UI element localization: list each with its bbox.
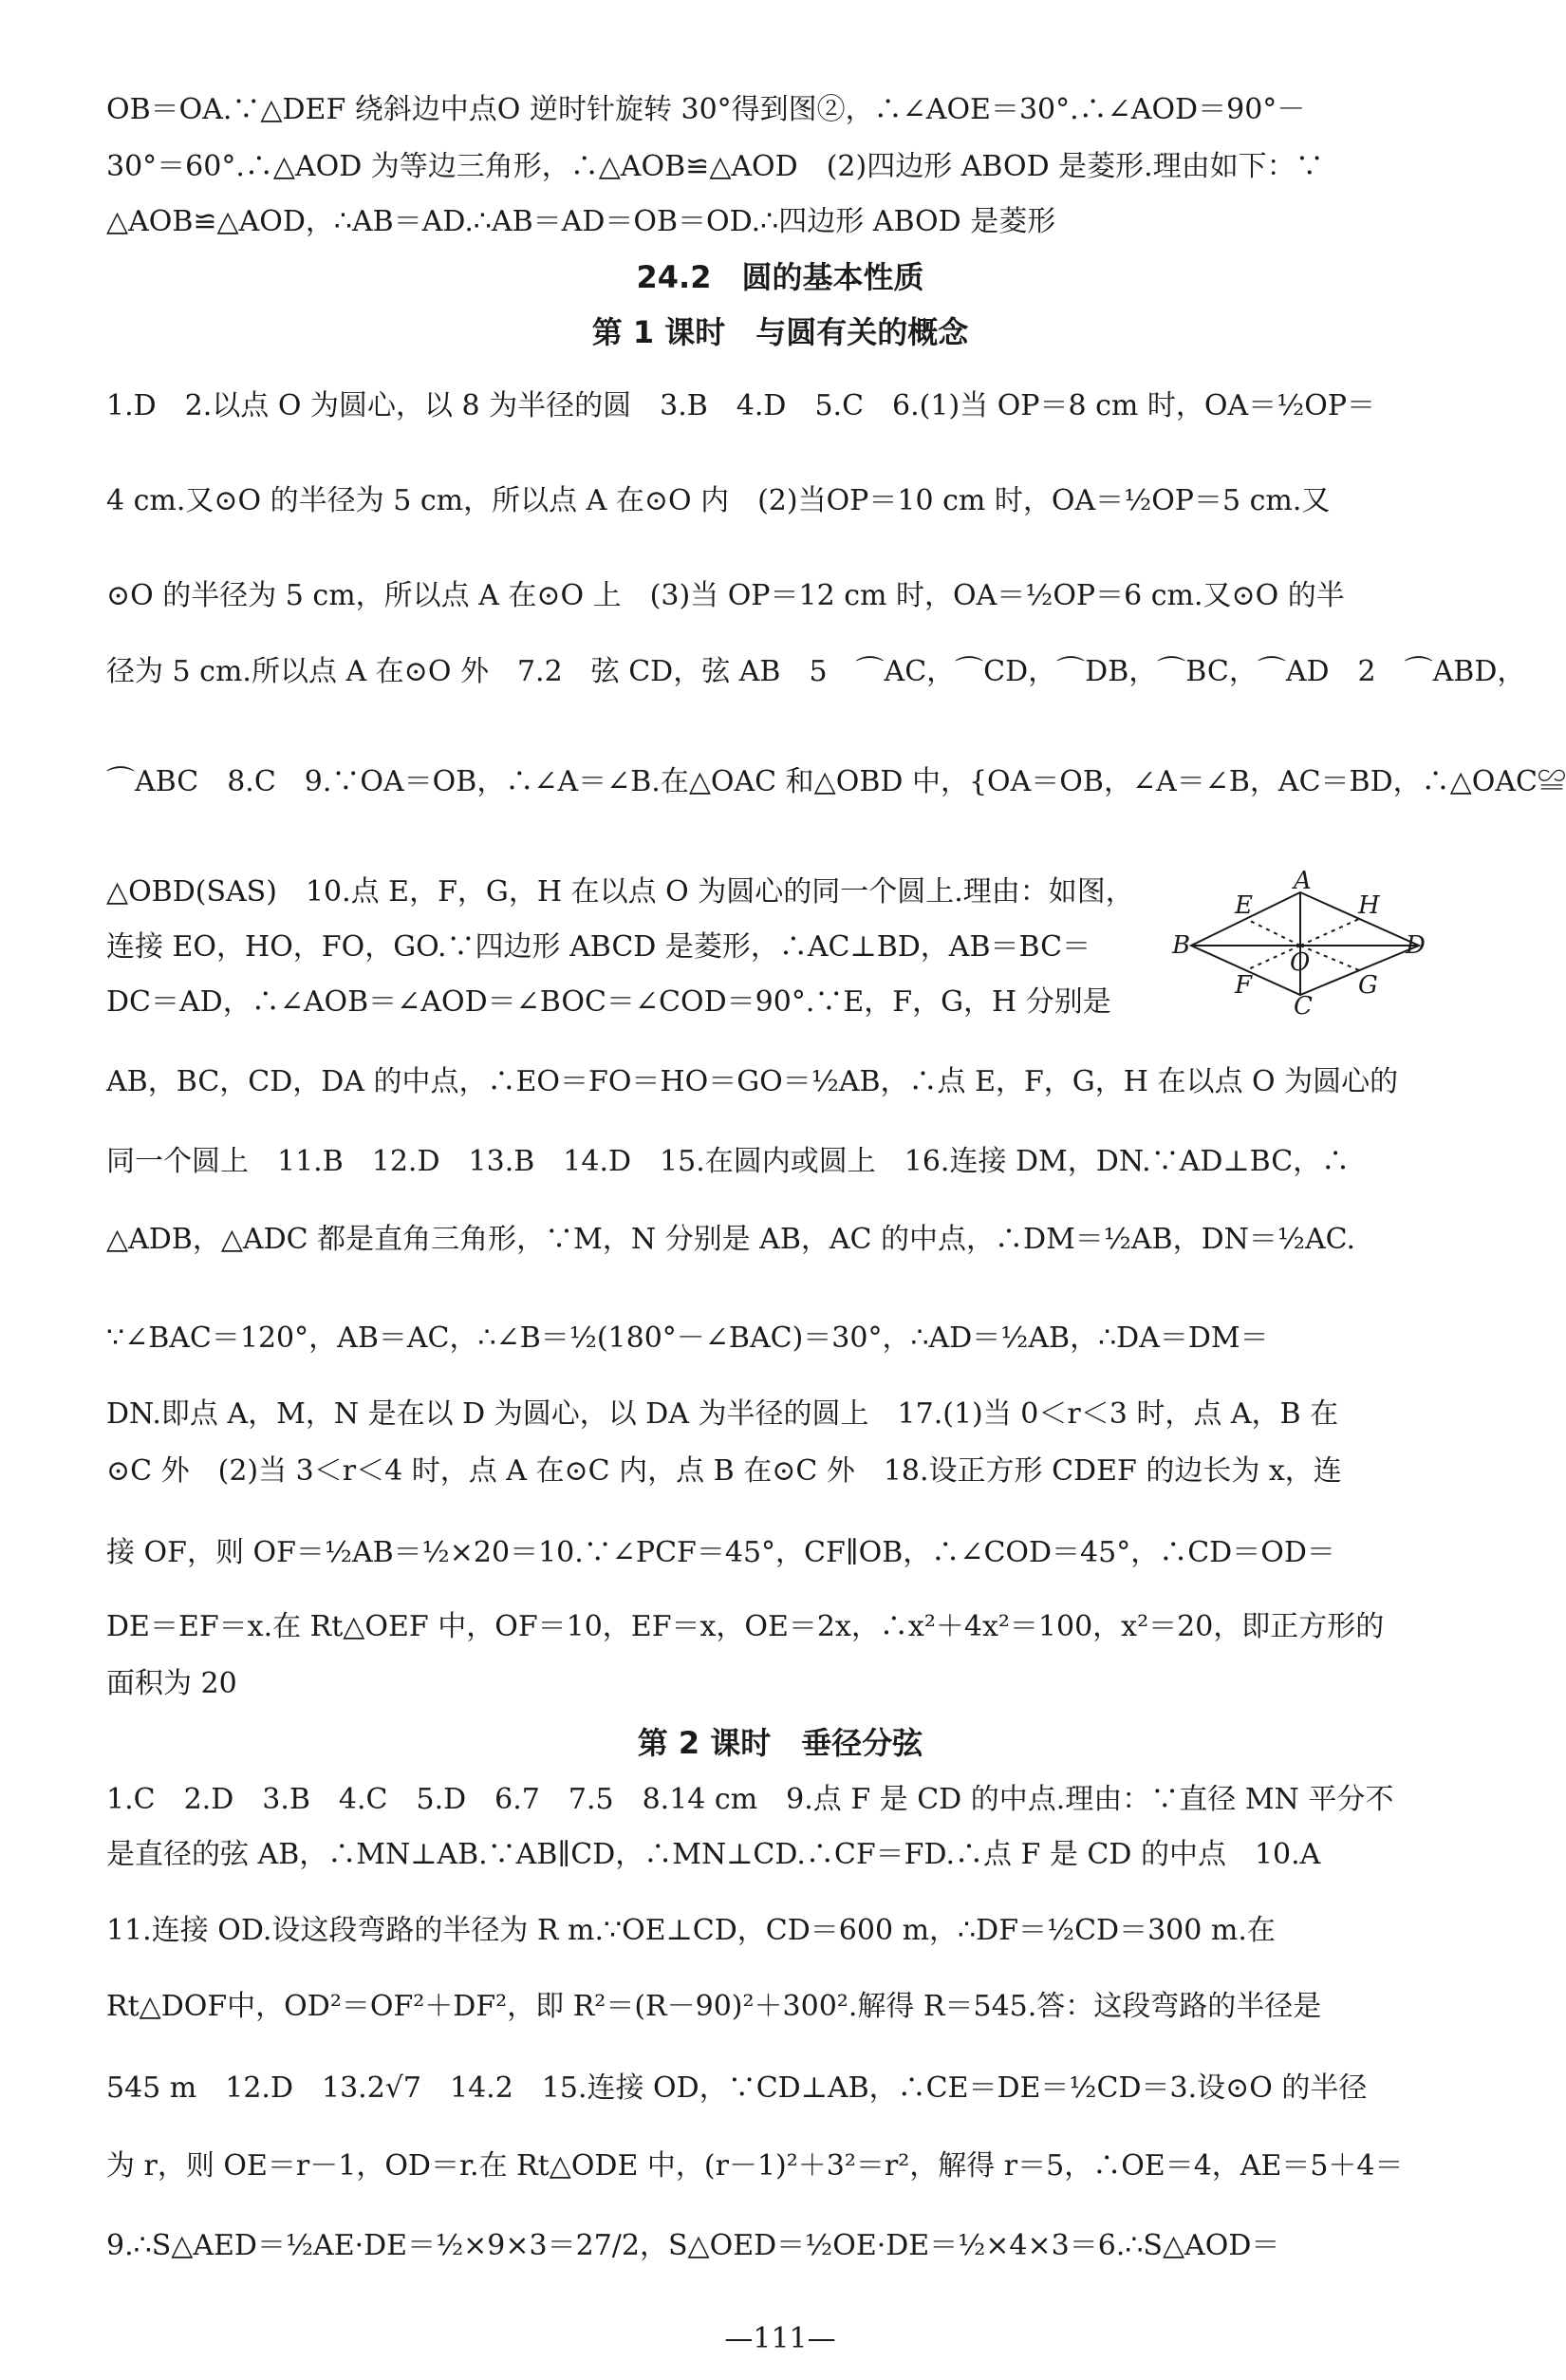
text-line: 11.连接 OD.设这段弯路的半径为 R m.∵OE⊥CD，CD＝600 m，∴DF＝½CD＝300 m.在	[106, 1914, 1276, 1947]
text-line: AB，BC，CD，DA 的中点，∴EO＝FO＝HO＝GO＝½AB，∴点 E，F，G，H 在以点 O 为圆心的	[106, 1065, 1399, 1098]
label-c: C	[1294, 992, 1313, 1021]
text-line: DN.即点 A，M，N 是在以 D 为圆心，以 DA 为半径的圆上 17.(1)当 0＜r＜3 时，点 A，B 在	[106, 1397, 1339, 1431]
text-line: 4 cm.又⊙O 的半径为 5 cm，所以点 A 在⊙O 内 (2)当OP＝10 cm 时，OA＝½OP＝5 cm.又	[106, 484, 1331, 517]
text-line: 1.C 2.D 3.B 4.C 5.D 6.7 7.5 8.14 cm 9.点 F 是 CD 的中点.理由：∵直径 MN 平分不	[106, 1783, 1394, 1816]
page-number: —111—	[724, 2322, 836, 2355]
text-line: ∵∠BAC＝120°，AB＝AC，∴∠B＝½(180°－∠BAC)＝30°，∴AD＝½AB，∴DA＝DM＝	[106, 1321, 1269, 1355]
text-line: 为 r，则 OE＝r－1，OD＝r.在 Rt△ODE 中，(r－1)²＋3²＝r²，解得 r＝5，∴OE＝4，AE＝5＋4＝	[106, 2149, 1404, 2183]
label-e: E	[1235, 891, 1253, 920]
text-line: DE＝EF＝x.在 Rt△OEF 中，OF＝10，EF＝x，OE＝2x，∴x²＋4x²＝100，x²＝20，即正方形的	[106, 1610, 1385, 1643]
text-line: △AOB≌△AOD，∴AB＝AD.∴AB＝AD＝OB＝OD.∴四边形 ABOD 是菱形	[106, 205, 1056, 238]
text-line: ⌒ABC 8.C 9.∵OA＝OB，∴∠A＝∠B.在△OAC 和△OBD 中，{OA＝OB，∠A＝∠B，AC＝BD，∴△OAC≌	[106, 765, 1566, 798]
label-o: O	[1290, 948, 1311, 977]
label-b: B	[1172, 931, 1191, 960]
text-line: ⊙O 的半径为 5 cm，所以点 A 在⊙O 上 (3)当 OP＝12 cm 时，OA＝½OP＝6 cm.又⊙O 的半	[106, 579, 1345, 612]
text-line: 545 m 12.D 13.2√7 14.2 15.连接 OD，∵CD⊥AB，∴CE＝DE＝½CD＝3.设⊙O 的半径	[106, 2071, 1368, 2105]
text-line: 30°＝60°.∴△AOD 为等边三角形，∴△AOB≌△AOD (2)四边形 ABOD 是菱形.理由如下：∵	[106, 150, 1324, 183]
label-f: F	[1235, 971, 1253, 1000]
text-line: OB＝OA.∵△DEF 绕斜边中点O 逆时针旋转 30°得到图②，∴∠AOE＝30°.∴∠AOD＝90°－	[106, 93, 1306, 126]
text-line: 连接 EO，HO，FO，GO.∵四边形 ABCD 是菱形，∴AC⊥BD，AB＝BC＝	[106, 930, 1091, 964]
label-a: A	[1294, 867, 1312, 895]
text-line: 同一个圆上 11.B 12.D 13.B 14.D 15.在圆内或圆上 16.连接 DM，DN.∵AD⊥BC，∴	[106, 1145, 1351, 1178]
text-line: 1.D 2.以点 O 为圆心，以 8 为半径的圆 3.B 4.D 5.C 6.(1)当 OP＝8 cm 时，OA＝½OP＝	[106, 389, 1376, 422]
text-line: △OBD(SAS) 10.点 E，F，G，H 在以点 O 为圆心的同一个圆上.理由：如图，	[106, 875, 1134, 909]
rhombus-figure	[1172, 867, 1428, 1021]
text-line: Rt△DOF中，OD²＝OF²＋DF²，即 R²＝(R－90)²＋300².解得 R＝545.答：这段弯路的半径是	[106, 1990, 1322, 2023]
lesson-heading: 第 2 课时 垂径分弦	[637, 1725, 923, 1761]
label-g: G	[1358, 971, 1378, 1000]
text-line: 面积为 20	[106, 1667, 237, 1700]
text-line: 是直径的弦 AB，∴MN⊥AB.∵AB∥CD，∴MN⊥CD.∴CF＝FD.∴点 F 是 CD 的中点 10.A	[106, 1838, 1321, 1871]
text-line: 接 OF，则 OF＝½AB＝½×20＝10.∵∠PCF＝45°，CF∥OB，∴∠COD＝45°，∴CD＝OD＝	[106, 1536, 1335, 1569]
text-line: 9.∴S△AED＝½AE·DE＝½×9×3＝27/2，S△OED＝½OE·DE＝½×4×3＝6.∴S△AOD＝	[106, 2229, 1280, 2262]
label-h: H	[1358, 891, 1380, 920]
text-line: 径为 5 cm.所以点 A 在⊙O 外 7.2 弦 CD，弦 AB 5 ⌒AC，⌒CD，⌒DB，⌒BC，⌒AD 2 ⌒ABD，	[106, 655, 1526, 688]
text-line: ⊙C 外 (2)当 3＜r＜4 时，点 A 在⊙C 内，点 B 在⊙C 外 18.设正方形 CDEF 的边长为 x，连	[106, 1454, 1342, 1488]
text-line: DC＝AD，∴∠AOB＝∠AOD＝∠BOC＝∠COD＝90°.∵E，F，G，H 分别是	[106, 985, 1111, 1019]
text-line: △ADB，△ADC 都是直角三角形，∵M，N 分别是 AB，AC 的中点，∴DM＝½AB，DN＝½AC.	[106, 1223, 1356, 1256]
section-heading: 24.2 圆的基本性质	[636, 259, 924, 295]
label-d: D	[1406, 931, 1426, 960]
lesson-heading: 第 1 课时 与圆有关的概念	[591, 314, 969, 350]
